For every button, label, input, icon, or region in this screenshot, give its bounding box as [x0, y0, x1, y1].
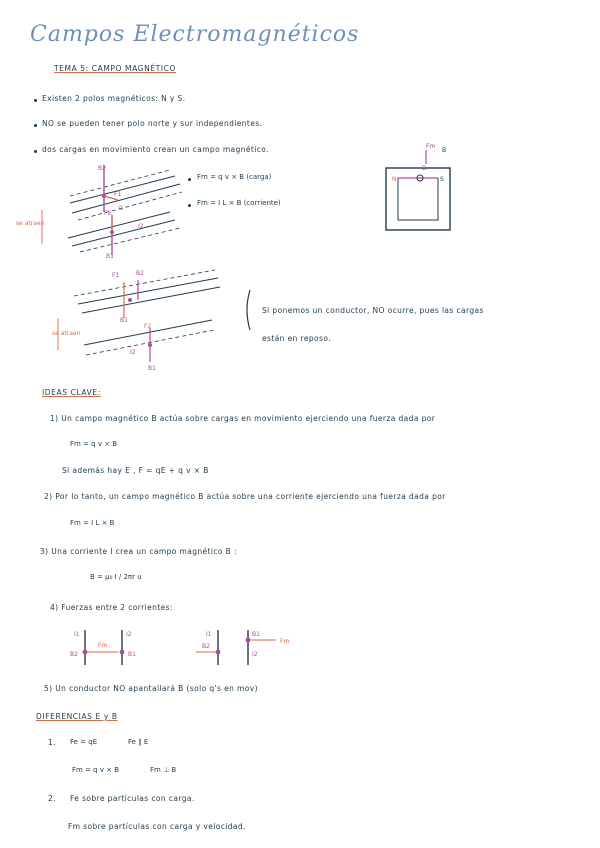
currents-diagram-2: [196, 630, 289, 665]
middle-wires-diagram: [58, 270, 250, 372]
idea-text: Si además hay E , F = qE + q v × B: [62, 466, 209, 475]
svg-text:B2: B2: [70, 651, 78, 658]
svg-text:I2: I2: [130, 349, 136, 356]
currents-diagram-1: [70, 630, 136, 665]
attract-note: se atraen: [16, 220, 45, 227]
diff-number: 1.: [48, 738, 56, 747]
svg-text:F1: F1: [114, 191, 122, 198]
svg-text:B1: B1: [106, 253, 114, 260]
svg-text:N: N: [392, 176, 397, 183]
svg-text:Fm: Fm: [426, 143, 436, 150]
diff-formula: Fm = q v × B: [72, 766, 120, 774]
svg-text:F1: F1: [112, 272, 120, 279]
diff-formula: Fe ∥ E: [128, 738, 149, 746]
attract-note: se atraen: [52, 330, 81, 337]
page-title: Campos Electromagnéticos: [30, 22, 360, 47]
svg-text:F2: F2: [104, 210, 112, 217]
svg-text:S: S: [440, 176, 444, 183]
idea-formula: Fm = I L × B: [70, 519, 115, 527]
force-charge-formula: Fm = q v × B (carga): [197, 173, 272, 181]
idea-text: 3) Una corriente I crea un campo magnético B :: [40, 547, 237, 556]
section-subtitle: TEMA 5: CAMPO MAGNÉTICO: [54, 64, 177, 73]
conductor-note: están en reposo.: [262, 334, 331, 343]
svg-text:B2: B2: [98, 165, 106, 172]
diff-formula: Fe = qE: [70, 738, 98, 746]
idea-text: 2) Por lo tanto, un campo magnético B actúa sobre una corriente ejerciendo una fuerza dada por: [44, 492, 446, 501]
idea-formula: Fm = q v × B: [70, 440, 118, 448]
svg-text:I1: I1: [74, 631, 80, 638]
bullet-text: NO se pueden tener polo norte y sur independientes.: [42, 119, 263, 128]
idea-formula: B = μ₀ I / 2πr u: [90, 573, 142, 581]
conductor-note: Si ponemos un conductor, NO ocurre, pues las cargas: [262, 306, 484, 315]
svg-text:F2: F2: [144, 323, 152, 330]
ideas-heading: IDEAS CLAVE:: [42, 388, 101, 397]
svg-text:I1: I1: [206, 631, 212, 638]
svg-text:Fm: Fm: [280, 638, 290, 645]
diff-text: Fe sobre partículas con carga.: [70, 794, 195, 803]
bullet-text: Existen 2 polos magnéticos: N y S.: [42, 94, 186, 103]
svg-text:I2: I2: [138, 223, 144, 230]
svg-text:I2: I2: [252, 651, 258, 658]
svg-text:B1: B1: [252, 631, 260, 638]
idea-text: 1) Un campo magnético B actúa sobre cargas en movimiento ejerciendo una fuerza dada por: [50, 414, 436, 423]
force-current-formula: Fm = I L × B (corriente): [197, 199, 281, 207]
svg-text:I2: I2: [126, 631, 132, 638]
diff-formula: Fm ⊥ B: [150, 766, 177, 774]
svg-text:B: B: [422, 165, 427, 172]
idea-text: 5) Un conductor NO apantallará B (solo q's en mov): [44, 684, 258, 693]
svg-text:I1: I1: [118, 205, 124, 212]
svg-text:B2: B2: [202, 643, 210, 650]
diff-text: Fm sobre partículas con carga y velocidad.: [68, 822, 246, 831]
top-wires-diagram: [42, 165, 182, 260]
magnet-diagram: [386, 143, 450, 230]
bullet-text: dos cargas en movimiento crean un campo magnético.: [42, 145, 269, 154]
svg-text:B1: B1: [148, 365, 156, 372]
svg-text:B1: B1: [128, 651, 136, 658]
svg-text:B2: B2: [136, 270, 144, 277]
idea-text: 4) Fuerzas entre 2 corrientes:: [50, 603, 173, 612]
svg-text:B1: B1: [120, 317, 128, 324]
svg-text:B: B: [442, 147, 447, 154]
diff-number: 2.: [48, 794, 56, 803]
svg-text:Fm: Fm: [98, 642, 108, 649]
differences-heading: DIFERENCIAS E y B: [36, 712, 118, 721]
